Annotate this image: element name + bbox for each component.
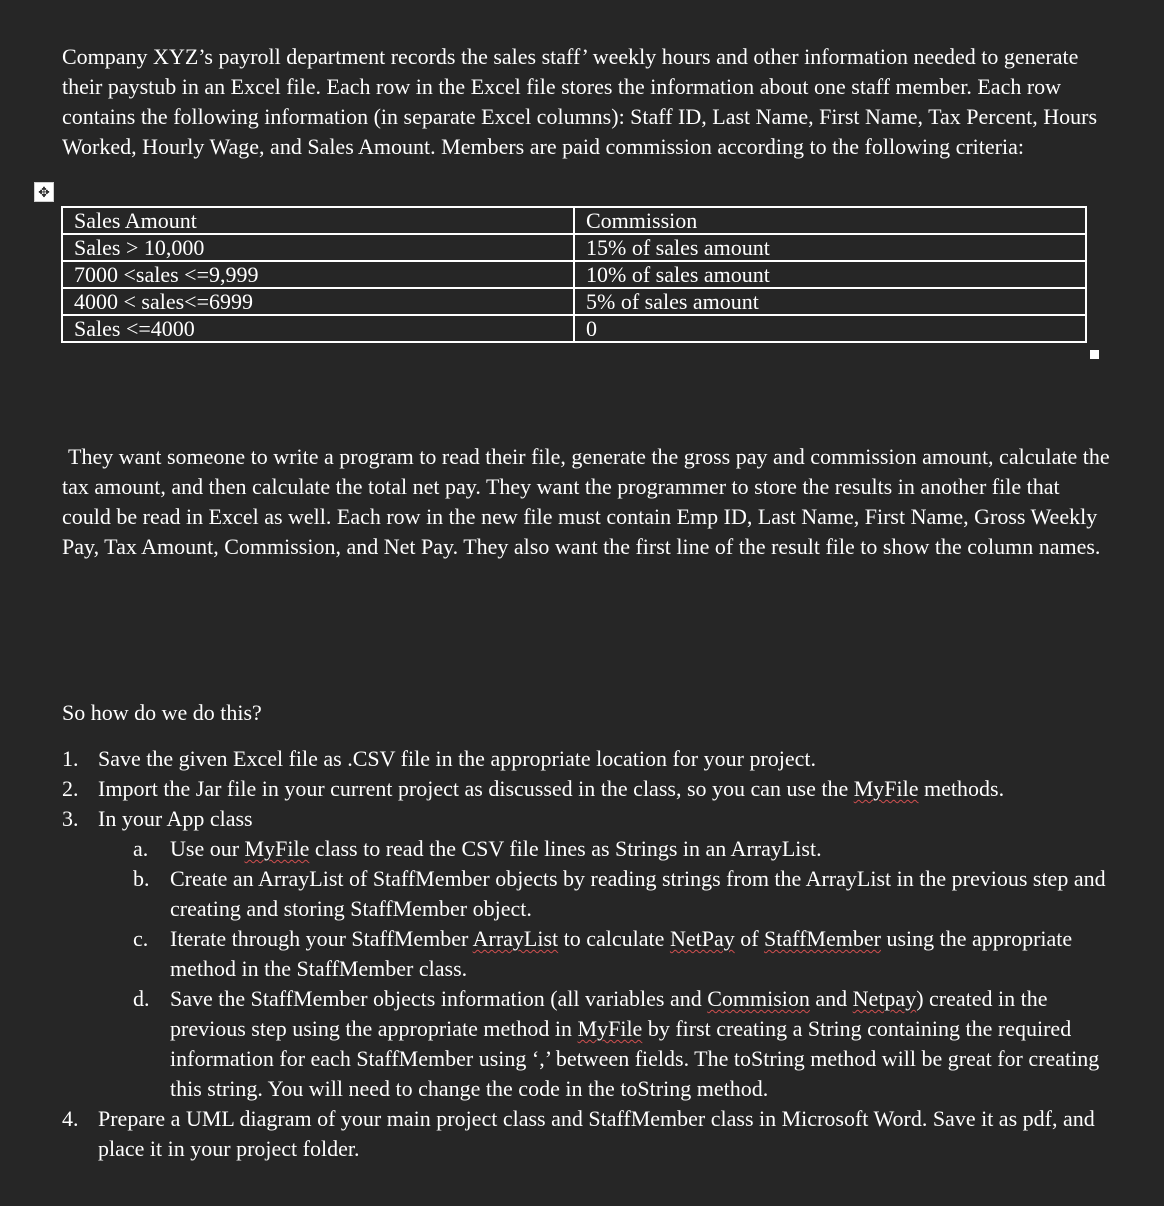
table-resize-handle[interactable] <box>1090 350 1099 359</box>
list-number: 1. <box>62 746 79 771</box>
spellcheck-word: StaffMember <box>764 926 881 951</box>
table-cell: Sales > 10,000 <box>62 234 574 261</box>
step-text: to calculate <box>558 926 670 951</box>
table-row <box>62 288 1086 315</box>
list-letter: c. <box>133 926 149 951</box>
spellcheck-word: MyFile <box>853 776 919 801</box>
sub-list-item <box>98 834 1110 864</box>
list-letter: d. <box>133 986 150 1011</box>
spellcheck-word: Commision <box>707 986 810 1011</box>
step-text: Create an ArrayList of StaffMember objects by reading strings from the ArrayList in the previous step and creating and storing StaffMember object. <box>170 866 1106 921</box>
step-text: In your App class <box>98 806 253 831</box>
sub-list-item <box>98 924 1110 984</box>
step-text: Use our <box>170 836 245 861</box>
step-text: Save the StaffMember objects information (all variables and <box>170 986 708 1011</box>
table-cell: Sales Amount <box>62 207 574 234</box>
table-cell: Commission <box>574 207 1086 234</box>
spellcheck-word: MyFile <box>244 836 310 861</box>
sub-list-item <box>98 864 1110 924</box>
list-number: 2. <box>62 776 79 801</box>
step-text: class to read the CSV file lines as Strings in an ArrayList. <box>309 836 822 861</box>
table-move-handle-icon[interactable]: ✥ <box>34 182 54 202</box>
step-text: ) created in the previous step using the appropriate method in <box>170 986 1048 1041</box>
sub-list-item <box>98 984 1110 1104</box>
spellcheck-word: ArrayList <box>472 926 559 951</box>
step-text: Save the given Excel file as .CSV file in the appropriate location for your project. <box>98 746 817 771</box>
spellcheck-word: NetPay <box>669 926 735 951</box>
table-cell: 7000 <sales <=9,999 <box>62 261 574 288</box>
list-letter: a. <box>133 836 149 861</box>
spellcheck-word: Netpay <box>852 986 917 1011</box>
table-cell: Sales <=4000 <box>62 315 574 342</box>
list-letter: b. <box>133 866 150 891</box>
step-text: and <box>809 986 853 1011</box>
sub-steps-list <box>98 834 1122 1104</box>
list-item <box>62 774 1122 804</box>
list-number: 3. <box>62 806 79 831</box>
list-item <box>62 744 1122 774</box>
table-row <box>62 234 1086 261</box>
step-text: by first creating a String containing the required information for each StaffMember using ‘,’ between fields. The toString method will be great for creating this string. You will need to change the code in the toString method. <box>170 1016 1100 1101</box>
steps-list <box>62 744 1122 1164</box>
step-text: Import the Jar file in your current project as discussed in the class, so you can use the <box>98 776 854 801</box>
intro-paragraph: Company XYZ’s payroll department records the sales staff’ weekly hours and other information needed to generate their paystub in an Excel file. Each row in the Excel file stores the information about one staff member. Each row contains the following information (in separate Excel columns): Staff ID, Last Name, First Name, Tax Percent, Hours Worked, Hourly Wage, and Sales Amount. Members are paid commission according to the following criteria: <box>62 44 1098 159</box>
table-header-row <box>62 207 1086 234</box>
step-text: Prepare a UML diagram of your main project class and StaffMember class in Microsoft Word. Save it as pdf, and place it in your project folder. <box>98 1106 1095 1161</box>
list-item <box>62 1104 1122 1164</box>
list-item <box>62 804 1122 1104</box>
section-heading: So how do we do this? <box>62 700 262 725</box>
table-row <box>62 315 1086 342</box>
table-cell: 5% of sales amount <box>574 288 1086 315</box>
list-number: 4. <box>62 1106 79 1131</box>
table-cell: 15% of sales amount <box>574 234 1086 261</box>
table-cell: 4000 < sales<=6999 <box>62 288 574 315</box>
step-text: Iterate through your StaffMember <box>170 926 473 951</box>
table-cell: 0 <box>574 315 1086 342</box>
step-text: methods. <box>918 776 1005 801</box>
step-text: of <box>734 926 765 951</box>
spellcheck-word: MyFile <box>577 1016 643 1041</box>
table-row <box>62 261 1086 288</box>
requirements-paragraph: They want someone to write a program to read their file, generate the gross pay and commission amount, calculate the tax amount, and then calculate the total net pay. They want the programmer to store the results in another file that could be read in Excel as well. Each row in the new file must contain Emp ID, Last Name, First Name, Gross Weekly Pay, Tax Amount, Commission, and Net Pay. They also want the first line of the result file to show the column names. <box>62 444 1110 559</box>
commission-table <box>61 206 1087 343</box>
table-cell: 10% of sales amount <box>574 261 1086 288</box>
step-text: using the appropriate method in the StaffMember class. <box>170 926 1073 981</box>
